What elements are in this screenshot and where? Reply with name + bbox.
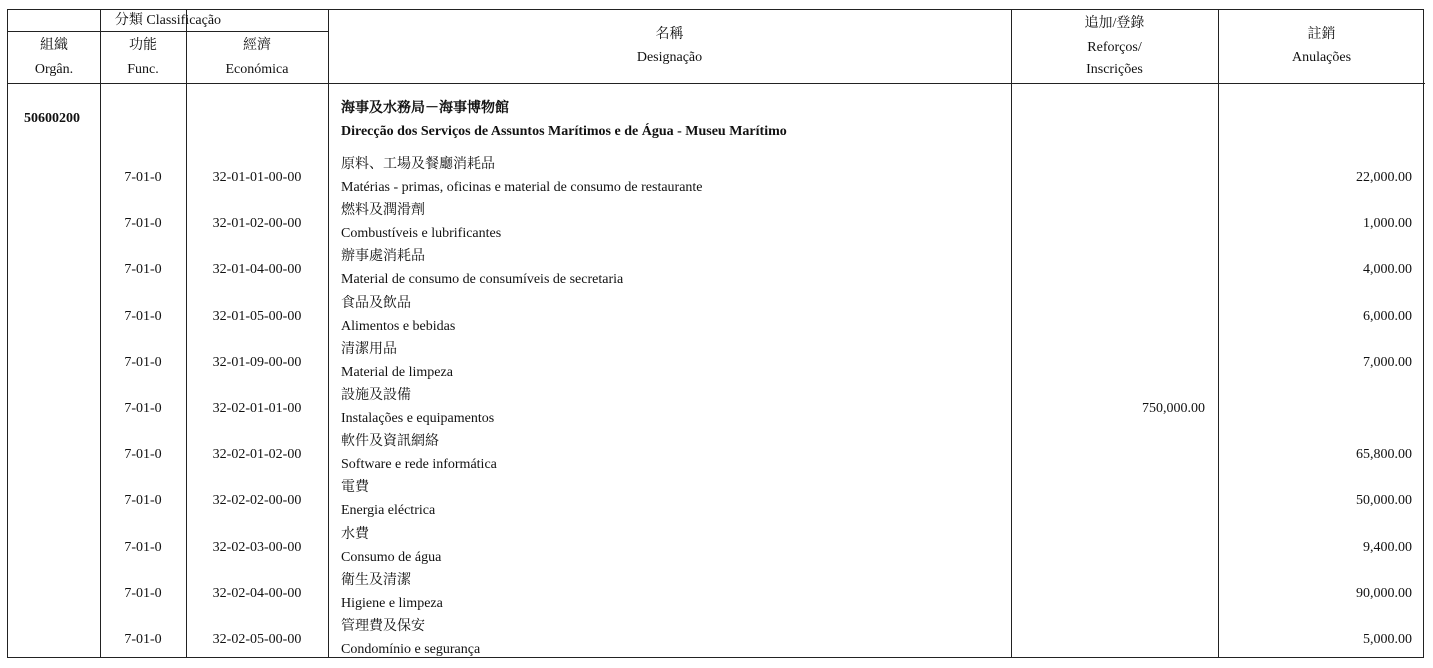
row-econ-code: 32-01-01-00-00 <box>212 170 302 185</box>
header-reforcos-zh: 追加/登錄 <box>1084 16 1145 31</box>
row-func-code: 7-01-0 <box>124 632 162 647</box>
row-func-code: 7-01-0 <box>124 447 162 463</box>
row-anulacao-value: 1,000.00 <box>1363 216 1412 232</box>
header-organ-pt: Orgân. <box>34 62 74 77</box>
row-func-code: 7-01-0 <box>124 170 162 185</box>
row-designacao-pt: Energia eléctrica <box>341 503 436 519</box>
col-divider <box>100 10 101 657</box>
row-designacao-pt: Higiene e limpeza <box>341 595 443 611</box>
header-bottom-divider <box>8 83 1425 84</box>
row-designacao-pt: Matérias - primas, oficinas e material de consumo de restaurante <box>341 180 703 195</box>
row-econ-code: 32-02-01-02-00 <box>212 447 302 463</box>
row-designacao-pt: Software e rede informática <box>341 457 497 473</box>
header-designacao-zh: 名稱 <box>655 27 684 42</box>
entity-name-pt: Direcção dos Serviços de Assuntos Marítimos e de Água - Museu Marítimo <box>341 124 787 139</box>
header-anulacoes-pt: Anulações <box>1291 50 1352 65</box>
row-designacao-zh: 原料、工場及餐廳消耗品 <box>341 157 495 172</box>
col-divider <box>1218 10 1219 657</box>
row-anulacao-value: 5,000.00 <box>1363 632 1412 647</box>
row-anulacao-value: 22,000.00 <box>1356 170 1412 185</box>
row-designacao-zh: 食品及飲品 <box>341 295 411 311</box>
header-func-zh: 功能 <box>129 38 157 53</box>
row-anulacao-value: 90,000.00 <box>1356 585 1412 601</box>
row-designacao-pt: Consumo de água <box>341 549 442 565</box>
row-designacao-pt: Alimentos e bebidas <box>341 318 456 334</box>
row-econ-code: 32-02-04-00-00 <box>212 585 302 601</box>
row-reforco-value: 750,000.00 <box>1142 401 1205 416</box>
row-designacao-zh: 燃料及潤滑劑 <box>341 203 425 219</box>
row-designacao-zh: 設施及設備 <box>341 388 411 403</box>
col-divider <box>328 10 329 657</box>
row-econ-code: 32-02-03-00-00 <box>212 539 302 555</box>
header-classificacao: 分類 Classificação <box>114 13 222 28</box>
col-divider <box>1011 10 1012 657</box>
row-func-code: 7-01-0 <box>124 585 162 601</box>
header-econ-zh: 經濟 <box>243 38 271 53</box>
row-func-code: 7-01-0 <box>124 493 162 509</box>
row-anulacao-value: 7,000.00 <box>1363 354 1412 370</box>
row-econ-code: 32-02-01-01-00 <box>212 401 302 416</box>
header-sub-divider <box>8 31 328 32</box>
budget-table <box>7 9 1424 658</box>
row-designacao-zh: 清潔用品 <box>341 341 397 357</box>
row-designacao-pt: Condomínio e segurança <box>341 642 481 657</box>
row-econ-code: 32-02-05-00-00 <box>212 632 302 647</box>
header-designacao-pt: Designação <box>636 50 703 65</box>
row-designacao-pt: Material de consumo de consumíveis de secretaria <box>341 272 624 288</box>
row-designacao-zh: 水費 <box>341 526 369 542</box>
row-econ-code: 32-01-09-00-00 <box>212 354 302 370</box>
row-anulacao-value: 6,000.00 <box>1363 308 1412 324</box>
header-anulacoes-zh: 註銷 <box>1307 27 1336 42</box>
entity-code: 50600200 <box>24 111 80 126</box>
header-organ-zh: 組織 <box>40 38 68 53</box>
row-econ-code: 32-02-02-00-00 <box>212 493 302 509</box>
row-designacao-zh: 衛生及清潔 <box>341 572 411 588</box>
col-divider <box>186 10 187 657</box>
header-func-pt: Func. <box>127 62 159 77</box>
row-designacao-zh: 電費 <box>341 480 369 496</box>
header-reforcos-pt1: Reforços/ <box>1087 40 1142 55</box>
row-designacao-pt: Instalações e equipamentos <box>341 411 495 426</box>
row-anulacao-value: 4,000.00 <box>1363 262 1412 278</box>
row-func-code: 7-01-0 <box>124 262 162 278</box>
entity-name-zh: 海事及水務局－海事博物館 <box>341 101 509 116</box>
row-econ-code: 32-01-05-00-00 <box>212 308 302 324</box>
row-func-code: 7-01-0 <box>124 539 162 555</box>
row-anulacao-value: 65,800.00 <box>1356 447 1412 463</box>
row-anulacao-value: 50,000.00 <box>1356 493 1412 509</box>
row-designacao-zh: 軟件及資訊網絡 <box>341 434 439 450</box>
row-econ-code: 32-01-02-00-00 <box>212 216 302 232</box>
row-econ-code: 32-01-04-00-00 <box>212 262 302 278</box>
row-designacao-pt: Material de limpeza <box>341 364 453 380</box>
row-designacao-zh: 辦事處消耗品 <box>341 249 425 265</box>
row-func-code: 7-01-0 <box>124 308 162 324</box>
row-func-code: 7-01-0 <box>124 216 162 232</box>
row-designacao-pt: Combustíveis e lubrificantes <box>341 226 502 242</box>
row-designacao-zh: 管理費及保安 <box>341 619 425 634</box>
row-func-code: 7-01-0 <box>124 354 162 370</box>
header-econ-pt: Económica <box>225 62 289 77</box>
header-reforcos-pt2: Inscrições <box>1086 62 1143 77</box>
row-anulacao-value: 9,400.00 <box>1363 539 1412 555</box>
row-func-code: 7-01-0 <box>124 401 162 416</box>
